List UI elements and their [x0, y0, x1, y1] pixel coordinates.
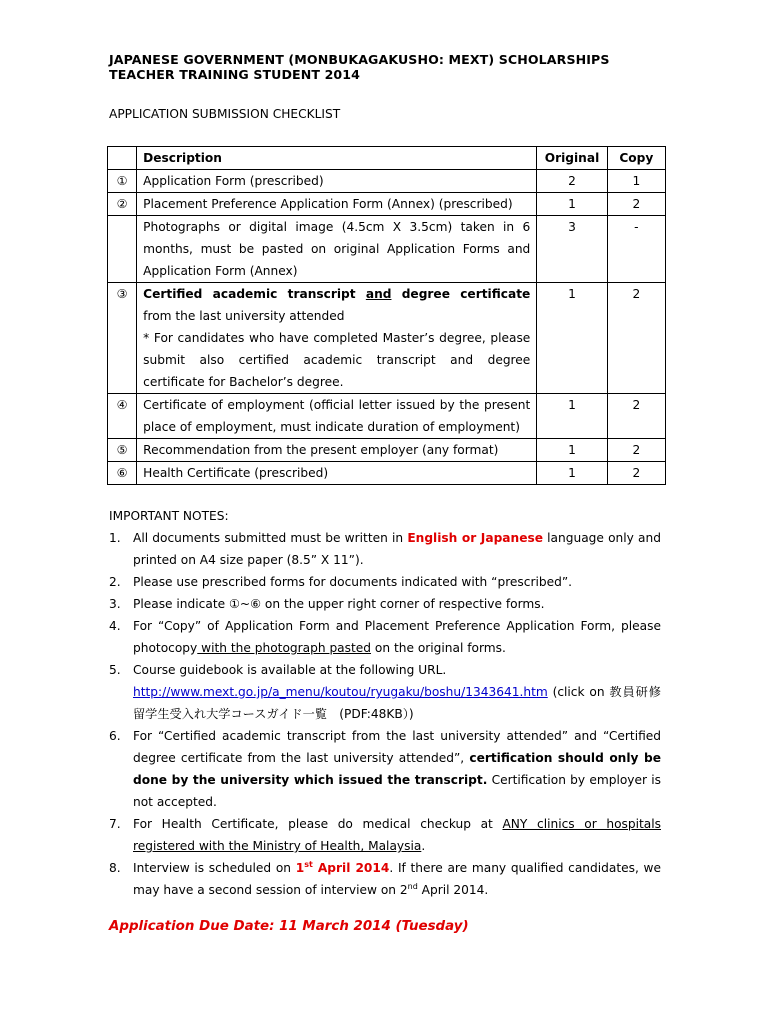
- important-notes: [109, 505, 661, 901]
- table-row: [108, 462, 666, 485]
- note-text: (click on 教員研修留学生受入れ大学コースガイド一覧 (PDF:48KB）): [133, 685, 661, 721]
- row-description: Recommendation from the present employer (any format): [137, 439, 537, 462]
- table-header-row: [108, 147, 666, 170]
- header-copy: Copy: [607, 147, 665, 170]
- row-original: 2: [537, 170, 607, 193]
- row-original: 1: [537, 193, 607, 216]
- document-title: [109, 52, 610, 82]
- note-text: Interview is scheduled on: [133, 861, 296, 875]
- row-num: ⑤: [108, 439, 137, 462]
- note-text: Certification by employer is not accepted.: [133, 773, 661, 809]
- desc-bold-underlined: and: [365, 287, 392, 301]
- note-text: For Health Certificate, please do medical checkup at: [133, 817, 503, 831]
- row-num: ④: [108, 394, 137, 439]
- note-underlined: with the photograph pasted: [197, 641, 372, 655]
- row-copy: 2: [607, 394, 665, 439]
- note-item: [109, 593, 661, 615]
- table-row: [108, 439, 666, 462]
- checklist-table: [107, 146, 666, 485]
- row-description: Application Form (prescribed): [137, 170, 537, 193]
- note-number: 1.: [109, 531, 121, 545]
- note-text: on the original forms.: [371, 641, 506, 655]
- desc-note: * For candidates who have completed Master’s degree, please submit also certified academic transcript and degree certificate for Bachelor’s degree.: [143, 331, 531, 389]
- note-bold: certification should only be done by the university which issued the transcript.: [133, 751, 661, 787]
- row-copy: 2: [607, 283, 665, 394]
- due-date: Application Due Date: 11 March 2014 (Tuesday): [109, 919, 469, 934]
- row-num: [108, 216, 137, 283]
- row-original: 3: [537, 216, 607, 283]
- note-text: Please use prescribed forms for documents indicated with “prescribed”.: [133, 575, 573, 589]
- note-number: 8.: [109, 861, 121, 875]
- row-num: ①: [108, 170, 137, 193]
- note-text: . If there are many qualified candidates, we may have a second session of interview on 2: [133, 861, 662, 897]
- note-text: For “Copy” of Application Form and Placement Preference Application Form, please photocopy: [133, 619, 661, 655]
- note-text: Course guidebook is available at the following URL.: [133, 663, 447, 677]
- row-description: Photographs or digital image (4.5cm X 3.5cm) taken in 6 months, must be pasted on original Application Forms and Application Form (Annex): [137, 216, 537, 283]
- row-description: Health Certificate (prescribed): [137, 462, 537, 485]
- note-text: language only and printed on A4 size paper (8.5” X 11”).: [133, 531, 661, 567]
- note-number: 7.: [109, 817, 121, 831]
- note-text: All documents submitted must be written in: [133, 531, 408, 545]
- row-copy: 2: [607, 193, 665, 216]
- note-item: [109, 527, 661, 571]
- guidebook-link[interactable]: http://www.mext.go.jp/a_menu/koutou/ryugaku/boshu/1343641.htm: [133, 685, 548, 699]
- note-number: 6.: [109, 729, 121, 743]
- note-text: April 2014.: [417, 883, 489, 897]
- note-number: 2.: [109, 575, 121, 589]
- note-number: 3.: [109, 597, 121, 611]
- note-item: [109, 659, 661, 725]
- note-text: Please indicate ①~⑥ on the upper right corner of respective forms.: [133, 597, 545, 611]
- table-row: [108, 216, 666, 283]
- row-original: 1: [537, 462, 607, 485]
- note-item: [109, 857, 661, 901]
- table-row: [108, 170, 666, 193]
- title-line-2: TEACHER TRAINING STUDENT 2014: [109, 67, 361, 82]
- notes-heading: IMPORTANT NOTES:: [109, 509, 229, 523]
- row-copy: 2: [607, 462, 665, 485]
- interview-day-suffix: st: [304, 859, 313, 869]
- note-number: 5.: [109, 663, 121, 677]
- row-description: [137, 283, 537, 394]
- note-item: [109, 571, 661, 593]
- row-num: ③: [108, 283, 137, 394]
- row-description: Placement Preference Application Form (Annex) (prescribed): [137, 193, 537, 216]
- row-copy: 1: [607, 170, 665, 193]
- row-original: 1: [537, 394, 607, 439]
- note-item: [109, 725, 661, 813]
- note-text: For “Certified academic transcript from the last university attended” and “Certified degree certificate from the last university attended”,: [133, 729, 661, 765]
- row-copy: 2: [607, 439, 665, 462]
- row-num: ②: [108, 193, 137, 216]
- row-num: ⑥: [108, 462, 137, 485]
- note-underlined: ANY clinics or hospitals registered with the Ministry of Health, Malaysia: [133, 817, 661, 853]
- row-description: Certificate of employment (official letter issued by the present place of employment, must indicate duration of employment): [137, 394, 537, 439]
- header-description: Description: [137, 147, 537, 170]
- table-row: [108, 193, 666, 216]
- checklist-heading: APPLICATION SUBMISSION CHECKLIST: [109, 107, 341, 121]
- note-item: [109, 615, 661, 659]
- second-day-suffix: nd: [407, 881, 418, 891]
- row-original: 1: [537, 283, 607, 394]
- interview-month: April 2014: [312, 861, 390, 875]
- desc-bold-part-2: degree certificate: [391, 287, 531, 301]
- header-num: [108, 147, 137, 170]
- table-row: [108, 283, 666, 394]
- interview-date: [296, 861, 390, 875]
- row-copy: -: [607, 216, 665, 283]
- row-original: 1: [537, 439, 607, 462]
- desc-rest: from the last university attended: [143, 309, 345, 323]
- desc-bold-part-1: Certified academic transcript: [143, 287, 366, 301]
- note-text: .: [421, 839, 426, 853]
- header-original: Original: [537, 147, 607, 170]
- title-line-1: JAPANESE GOVERNMENT (MONBUKAGAKUSHO: MEXT) SCHOLARSHIPS: [109, 52, 610, 67]
- note-highlight: English or Japanese: [407, 531, 543, 545]
- note-item: [109, 813, 661, 857]
- interview-day: 1: [295, 861, 305, 875]
- note-number: 4.: [109, 619, 121, 633]
- table-row: [108, 394, 666, 439]
